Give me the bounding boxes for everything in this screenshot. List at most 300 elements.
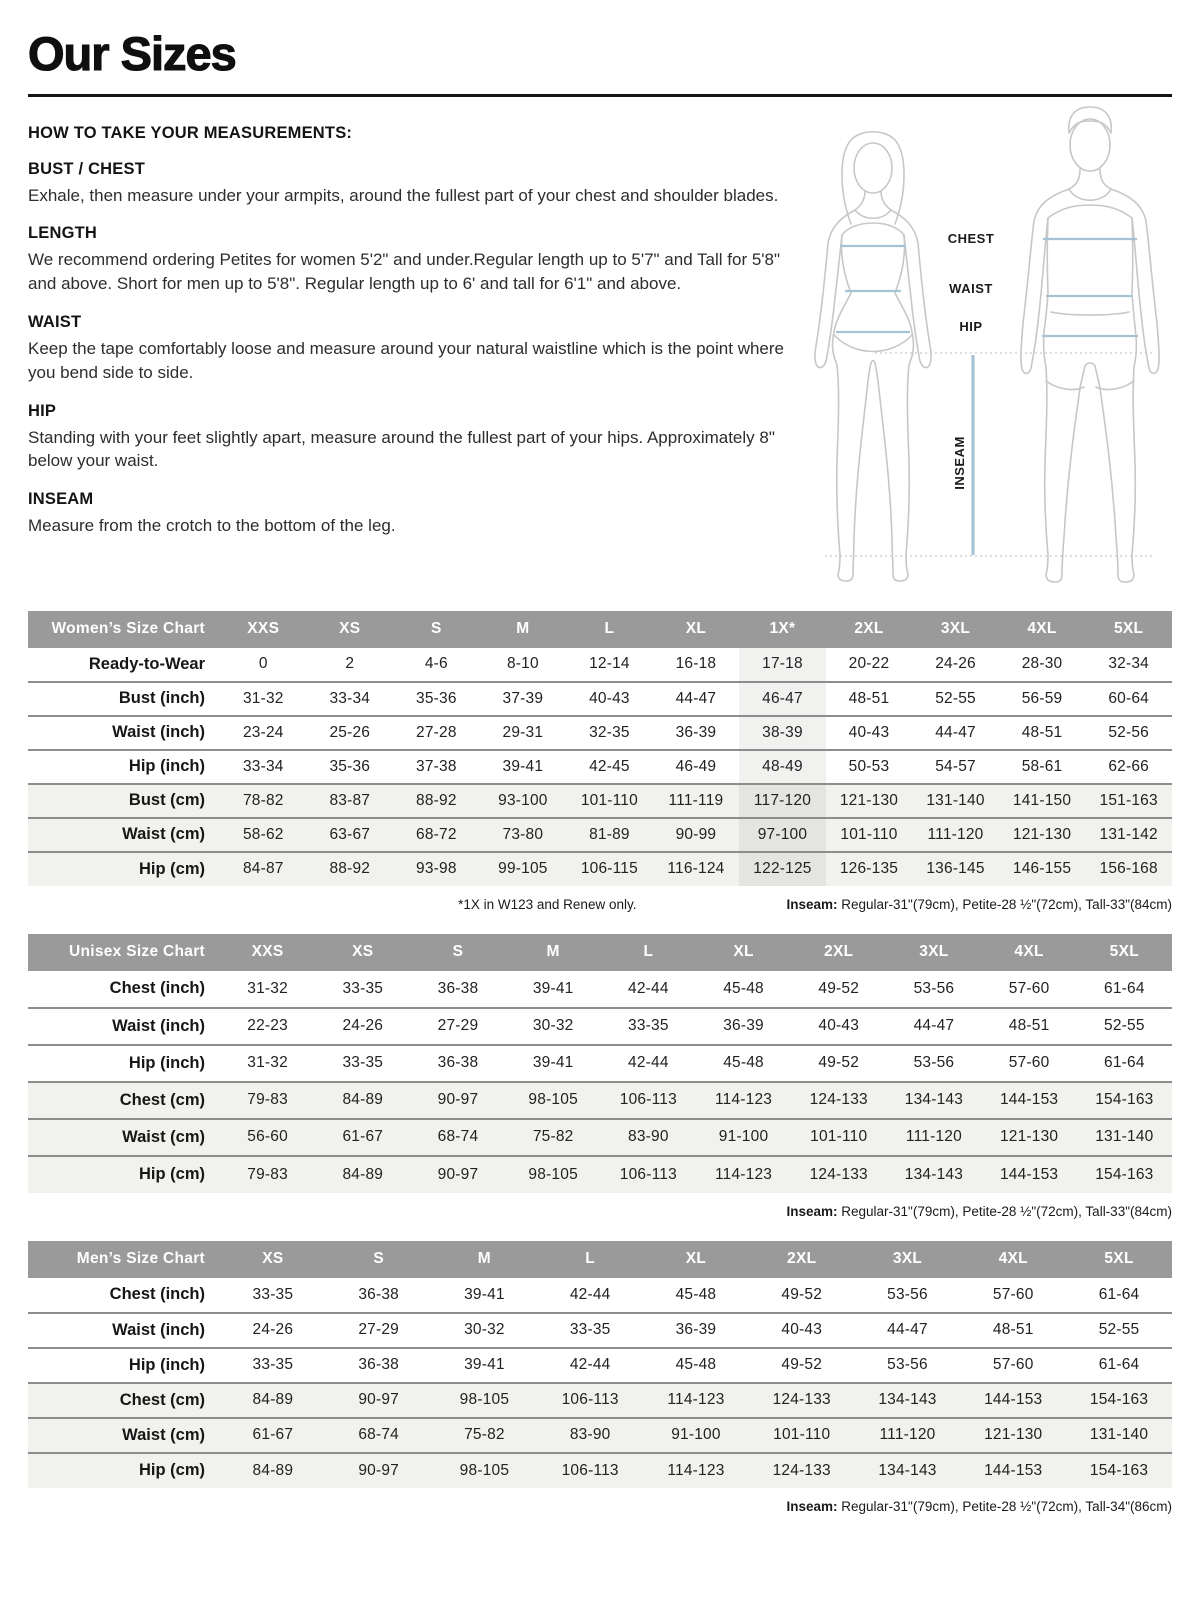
column-header: M (506, 934, 601, 971)
section-title: BUST / CHEST (28, 159, 145, 178)
unisex-size-table (28, 934, 1172, 1193)
size-cell: 52-55 (935, 689, 976, 707)
size-cell: 97-100 (739, 818, 826, 852)
size-cell: 40-43 (818, 1017, 860, 1035)
size-cell: 106-113 (619, 1091, 677, 1109)
table-row (28, 1453, 1172, 1488)
size-cell: 93-100 (498, 791, 548, 809)
inseam-note-label: Inseam: (786, 896, 838, 912)
column-header: 5XL (1077, 934, 1172, 971)
size-cell: 116-124 (667, 860, 725, 878)
size-cell: 90-97 (437, 1165, 479, 1183)
column-header: XL (643, 1241, 749, 1278)
size-cell: 154-163 (1089, 1461, 1149, 1479)
size-cell: 106-113 (619, 1165, 677, 1183)
column-header: 2XL (826, 611, 913, 648)
size-cell: 121-130 (839, 791, 899, 809)
size-cell: 61-64 (1104, 979, 1145, 997)
measurement-instructions (28, 124, 786, 538)
header-row (28, 611, 1172, 648)
size-cell: 33-35 (342, 1054, 384, 1072)
size-cell: 25-26 (329, 723, 371, 741)
size-cell: 111-120 (879, 1426, 936, 1444)
size-cell: 83-90 (628, 1128, 669, 1146)
size-cell: 56-59 (1021, 689, 1063, 707)
size-cell: 36-39 (723, 1017, 764, 1035)
section-body: Keep the tape comfortably loose and measure around your natural waistline which is the point where you bend side to side. (28, 339, 784, 382)
size-cell: 39-41 (502, 757, 544, 775)
size-cell: 93-98 (416, 860, 457, 878)
size-cell: 134-143 (878, 1461, 937, 1479)
size-cell: 50-53 (848, 757, 890, 775)
size-cell: 28-30 (1021, 655, 1063, 673)
column-header: 1X* (739, 611, 826, 648)
row-label: Chest (cm) (119, 1090, 205, 1109)
waist-label: WAIST (949, 280, 993, 296)
size-cell: 63-67 (329, 825, 371, 843)
size-cell: 42-45 (589, 757, 630, 775)
table-row (28, 818, 1172, 852)
size-cell: 4-6 (424, 655, 448, 673)
size-cell: 101-110 (773, 1426, 831, 1444)
size-cell: 124-133 (772, 1391, 831, 1409)
section-length (28, 224, 786, 296)
size-cell: 33-35 (628, 1017, 669, 1035)
hip-label: HIP (959, 318, 983, 334)
section-title: INSEAM (28, 490, 94, 509)
size-cell: 27-28 (416, 723, 457, 741)
size-cell: 60-64 (1108, 689, 1149, 707)
size-cell: 79-83 (247, 1165, 288, 1183)
size-cell: 38-39 (739, 716, 826, 750)
size-cell: 39-41 (532, 1054, 574, 1072)
size-cell: 36-39 (675, 723, 717, 741)
size-cell: 54-57 (935, 757, 976, 775)
size-cell: 17-18 (739, 648, 826, 682)
size-cell: 61-67 (342, 1128, 384, 1146)
size-cell: 42-44 (628, 1054, 669, 1072)
size-cell: 81-89 (589, 825, 630, 843)
size-cell: 46-49 (675, 757, 717, 775)
men-size-table (28, 1241, 1172, 1488)
size-cell: 134-143 (904, 1165, 964, 1183)
table-row (28, 1278, 1172, 1313)
table-row (28, 648, 1172, 682)
inseam-note-label: Inseam: (786, 1498, 838, 1514)
column-header: 5XL (1085, 611, 1172, 648)
column-header: XS (220, 1241, 326, 1278)
size-cell: 24-26 (935, 655, 976, 673)
size-cell: 24-26 (252, 1321, 294, 1339)
size-cell: 57-60 (1008, 979, 1050, 997)
size-cell: 36-38 (437, 979, 479, 997)
table-row (28, 1313, 1172, 1348)
size-cell: 36-38 (358, 1285, 399, 1303)
size-cell: 90-97 (437, 1091, 479, 1109)
section-hip (28, 402, 786, 474)
inseam-label: INSEAM (952, 435, 967, 490)
unisex-size-chart-section (28, 934, 1172, 1219)
women-size-table (28, 611, 1172, 886)
size-cell: 83-87 (329, 791, 371, 809)
inseam-note (786, 897, 1172, 912)
size-cell: 44-47 (913, 1017, 955, 1035)
column-header: S (410, 934, 505, 971)
section-title: LENGTH (28, 224, 98, 243)
table-row (28, 750, 1172, 784)
column-header: XS (307, 611, 394, 648)
column-header: 2XL (749, 1241, 855, 1278)
size-cell: 68-72 (416, 825, 457, 843)
size-cell: 68-74 (437, 1128, 479, 1146)
size-cell: 48-51 (1008, 1017, 1050, 1035)
size-cell: 2 (345, 655, 355, 673)
size-cell: 33-34 (242, 757, 284, 775)
size-cell: 98-105 (528, 1165, 578, 1183)
section-waist (28, 313, 786, 385)
size-cell: 111-119 (668, 791, 724, 809)
size-cell: 33-34 (329, 689, 371, 707)
size-cell: 84-89 (342, 1091, 384, 1109)
size-cell: 144-153 (999, 1165, 1059, 1183)
size-cell: 45-48 (675, 1356, 717, 1374)
column-header: 3XL (912, 611, 999, 648)
size-cell: 61-64 (1098, 1356, 1140, 1374)
size-cell: 73-80 (502, 825, 544, 843)
size-cell: 16-18 (675, 655, 717, 673)
inseam-note-text: Regular-31"(79cm), Petite-28 ½"(72cm), Tall-33"(84cm) (837, 896, 1172, 912)
chest-label: CHEST (947, 230, 995, 246)
one-x-note: *1X in W123 and Renew only. (458, 896, 637, 912)
size-cell: 20-22 (848, 655, 890, 673)
women-table-footnote (28, 897, 1172, 912)
size-cell: 37-38 (416, 757, 457, 775)
size-cell: 90-97 (358, 1391, 399, 1409)
size-cell: 75-82 (464, 1426, 505, 1444)
column-header: L (566, 611, 653, 648)
section-inseam (28, 490, 786, 538)
table-title: Unisex Size Chart (28, 934, 220, 971)
section-title: HIP (28, 401, 57, 420)
header-row (28, 934, 1172, 971)
size-cell: 61-64 (1098, 1285, 1140, 1303)
table-row (28, 1082, 1172, 1119)
size-cell: 146-155 (1012, 860, 1072, 878)
size-cell: 30-32 (532, 1017, 574, 1035)
table-row (28, 1348, 1172, 1383)
size-cell: 32-34 (1108, 655, 1149, 673)
size-cell: 42-44 (569, 1356, 611, 1374)
size-cell: 49-52 (781, 1285, 823, 1303)
inseam-note (786, 1499, 1172, 1514)
size-cell: 124-133 (772, 1461, 831, 1479)
size-cell: 40-43 (781, 1321, 823, 1339)
size-cell: 90-97 (358, 1461, 399, 1479)
column-header: 3XL (886, 934, 981, 971)
size-cell: 121-130 (984, 1426, 1043, 1444)
size-cell: 23-24 (242, 723, 284, 741)
size-cell: 53-56 (887, 1356, 928, 1374)
size-cell: 58-62 (242, 825, 284, 843)
size-cell: 79-83 (247, 1091, 288, 1109)
size-cell: 141-150 (1012, 791, 1072, 809)
header-row (28, 1241, 1172, 1278)
size-cell: 111-120 (905, 1128, 962, 1146)
row-label: Hip (cm) (139, 1165, 205, 1184)
size-cell: 27-29 (358, 1321, 399, 1339)
table-row (28, 1045, 1172, 1082)
section-body: We recommend ordering Petites for women 5'2" and under.Regular length up to 5'7" and Tall for 5'8" and above. Short for men up to 5'8". Regular length up to 6' and tall for 6'1" and above. (28, 250, 781, 294)
size-cell: 48-51 (992, 1321, 1034, 1339)
size-cell: 88-92 (416, 791, 457, 809)
size-cell: 91-100 (671, 1426, 721, 1444)
size-cell: 114-123 (667, 1391, 725, 1409)
size-cell: 57-60 (992, 1285, 1034, 1303)
size-cell: 144-153 (984, 1461, 1043, 1479)
row-label: Waist (inch) (112, 723, 205, 742)
size-cell: 154-163 (1095, 1091, 1154, 1109)
size-cell: 121-130 (1012, 825, 1072, 843)
size-cell: 101-110 (810, 1128, 868, 1146)
size-cell: 114-123 (714, 1091, 773, 1109)
size-cell: 57-60 (1008, 1054, 1050, 1072)
row-label: Bust (inch) (118, 689, 205, 708)
table-title: Women’s Size Chart (28, 611, 220, 648)
column-header: 4XL (960, 1241, 1066, 1278)
size-cell: 48-51 (848, 689, 890, 707)
row-label: Waist (cm) (122, 825, 205, 844)
size-cell: 99-105 (498, 860, 548, 878)
section-title: WAIST (28, 313, 82, 332)
size-cell: 84-89 (252, 1461, 294, 1479)
size-cell: 106-113 (561, 1391, 619, 1409)
size-cell: 61-64 (1104, 1054, 1145, 1072)
inseam-note-text: Regular-31"(79cm), Petite-28 ½"(72cm), Tall-34"(86cm) (837, 1498, 1172, 1514)
size-cell: 84-89 (252, 1391, 294, 1409)
size-cell: 52-55 (1098, 1321, 1140, 1339)
woman-outline (815, 131, 931, 580)
column-header: XL (653, 611, 740, 648)
table-row (28, 784, 1172, 818)
size-cell: 49-52 (818, 1054, 860, 1072)
size-cell: 154-163 (1095, 1165, 1154, 1183)
column-header: XXS (220, 611, 307, 648)
size-cell: 49-52 (818, 979, 860, 997)
size-cell: 49-52 (781, 1356, 823, 1374)
table-row (28, 971, 1172, 1008)
section-body: Standing with your feet slightly apart, measure around the fullest part of your hips. Approximately 8" below your waist. (28, 427, 775, 471)
column-header: 4XL (982, 934, 1077, 971)
size-cell: 122-125 (739, 852, 826, 886)
column-header: XXS (220, 934, 315, 971)
size-cell: 91-100 (718, 1128, 769, 1146)
size-cell: 8-10 (506, 655, 539, 673)
size-cell: 101-110 (840, 825, 898, 843)
size-cell: 22-23 (247, 1017, 288, 1035)
row-label: Hip (cm) (139, 859, 205, 878)
column-header: L (537, 1241, 643, 1278)
unisex-table-footnote (28, 1204, 1172, 1219)
table-row (28, 852, 1172, 886)
size-cell: 90-99 (675, 825, 717, 843)
column-header: 3XL (855, 1241, 961, 1278)
measurement-diagram (780, 103, 1180, 593)
column-header: 4XL (999, 611, 1086, 648)
size-cell: 57-60 (992, 1356, 1034, 1374)
size-cell: 45-48 (723, 979, 764, 997)
table-row (28, 716, 1172, 750)
size-cell: 156-168 (1099, 860, 1158, 878)
size-cell: 134-143 (904, 1091, 964, 1109)
size-cell: 68-74 (358, 1426, 399, 1444)
row-label: Waist (inch) (112, 1320, 205, 1339)
row-label: Hip (inch) (128, 1355, 205, 1374)
men-table-footnote (28, 1499, 1172, 1514)
row-label: Waist (cm) (122, 1425, 205, 1444)
size-cell: 151-163 (1099, 791, 1158, 809)
size-cell: 98-105 (459, 1461, 510, 1479)
size-cell: 52-55 (1104, 1017, 1145, 1035)
column-header: L (601, 934, 696, 971)
size-cell: 27-29 (437, 1017, 479, 1035)
size-cell: 124-133 (809, 1165, 868, 1183)
size-cell: 44-47 (887, 1321, 928, 1339)
size-cell: 131-140 (1095, 1128, 1154, 1146)
size-cell: 136-145 (926, 860, 985, 878)
size-cell: 154-163 (1089, 1391, 1149, 1409)
table-row (28, 1383, 1172, 1418)
row-label: Chest (inch) (109, 979, 205, 998)
size-cell: 33-35 (569, 1321, 611, 1339)
inseam-note (786, 1204, 1172, 1219)
row-label: Hip (inch) (128, 757, 205, 776)
size-cell: 12-14 (589, 655, 630, 673)
size-cell: 45-48 (675, 1285, 717, 1303)
size-cell: 126-135 (839, 860, 899, 878)
size-cell: 30-32 (464, 1321, 505, 1339)
table-row (28, 682, 1172, 716)
column-header: S (326, 1241, 432, 1278)
section-body: Exhale, then measure under your armpits, around the fullest part of your chest and shoulder blades. (28, 185, 779, 205)
column-header: S (393, 611, 480, 648)
row-label: Ready-to-Wear (88, 654, 205, 673)
size-cell: 111-120 (927, 825, 984, 843)
size-cell: 53-56 (913, 979, 955, 997)
size-cell: 40-43 (589, 689, 630, 707)
size-cell: 62-66 (1108, 757, 1149, 775)
size-cell: 53-56 (887, 1285, 928, 1303)
size-cell: 134-143 (878, 1391, 937, 1409)
column-header: 5XL (1066, 1241, 1172, 1278)
size-cell: 131-142 (1099, 825, 1158, 843)
size-cell: 39-41 (532, 979, 574, 997)
size-cell: 114-123 (714, 1165, 773, 1183)
body-outline-figure (780, 103, 1180, 593)
size-cell: 24-26 (342, 1017, 384, 1035)
size-cell: 44-47 (935, 723, 976, 741)
size-cell: 56-60 (247, 1128, 288, 1146)
size-cell: 101-110 (580, 791, 638, 809)
row-label: Hip (cm) (139, 1461, 205, 1480)
size-cell: 58-61 (1021, 757, 1063, 775)
size-cell: 114-123 (667, 1461, 725, 1479)
size-cell: 83-90 (569, 1426, 611, 1444)
size-cell: 124-133 (809, 1091, 868, 1109)
table-row (28, 1008, 1172, 1045)
size-cell: 35-36 (329, 757, 371, 775)
row-label: Waist (cm) (122, 1127, 205, 1146)
size-cell: 98-105 (528, 1091, 578, 1109)
man-outline (1021, 107, 1159, 582)
size-cell: 36-38 (437, 1054, 479, 1072)
size-cell: 35-36 (416, 689, 457, 707)
size-cell: 32-35 (589, 723, 630, 741)
column-header: XS (315, 934, 410, 971)
size-cell: 33-35 (252, 1285, 294, 1303)
instructions-heading: HOW TO TAKE YOUR MEASUREMENTS: (28, 123, 353, 142)
size-cell: 144-153 (984, 1391, 1043, 1409)
size-cell: 53-56 (913, 1054, 955, 1072)
size-cell: 98-105 (459, 1391, 510, 1409)
inseam-note-text: Regular-31"(79cm), Petite-28 ½"(72cm), Tall-33"(84cm) (837, 1203, 1172, 1219)
size-cell: 37-39 (502, 689, 544, 707)
size-cell: 84-87 (242, 860, 284, 878)
column-header: M (480, 611, 567, 648)
table-row (28, 1156, 1172, 1193)
size-cell: 46-47 (739, 682, 826, 716)
inseam-note-label: Inseam: (786, 1203, 838, 1219)
table-title: Men’s Size Chart (28, 1241, 220, 1278)
size-cell: 39-41 (464, 1356, 505, 1374)
size-cell: 44-47 (675, 689, 717, 707)
row-label: Bust (cm) (128, 791, 205, 810)
section-body: Measure from the crotch to the bottom of the leg. (28, 516, 396, 536)
table-row (28, 1119, 1172, 1156)
men-size-chart-section (28, 1241, 1172, 1514)
women-size-chart-section (28, 611, 1172, 912)
size-cell: 40-43 (848, 723, 890, 741)
size-cell: 75-82 (532, 1128, 574, 1146)
size-cell: 31-32 (242, 689, 284, 707)
size-cell: 61-67 (252, 1426, 294, 1444)
size-cell: 36-39 (675, 1321, 717, 1339)
section-bust-chest (28, 160, 786, 208)
size-cell: 121-130 (999, 1128, 1059, 1146)
size-cell: 117-120 (739, 784, 826, 818)
size-cell: 0 (258, 655, 268, 673)
size-cell: 33-35 (252, 1356, 294, 1374)
size-cell: 42-44 (628, 979, 669, 997)
size-cell: 106-115 (580, 860, 638, 878)
column-header: 2XL (791, 934, 886, 971)
row-label: Waist (inch) (112, 1016, 205, 1035)
size-cell: 29-31 (502, 723, 544, 741)
column-header: M (432, 1241, 538, 1278)
size-cell: 48-49 (739, 750, 826, 784)
size-cell: 52-56 (1108, 723, 1149, 741)
size-cell: 78-82 (242, 791, 284, 809)
size-cell: 106-113 (561, 1461, 619, 1479)
size-cell: 84-89 (342, 1165, 384, 1183)
page-title: Our Sizes (28, 27, 236, 80)
size-cell: 131-140 (1089, 1426, 1149, 1444)
size-cell: 88-92 (329, 860, 371, 878)
size-cell: 42-44 (569, 1285, 611, 1303)
size-cell: 45-48 (723, 1054, 764, 1072)
size-cell: 39-41 (464, 1285, 505, 1303)
size-cell: 31-32 (247, 1054, 288, 1072)
column-header: XL (696, 934, 791, 971)
